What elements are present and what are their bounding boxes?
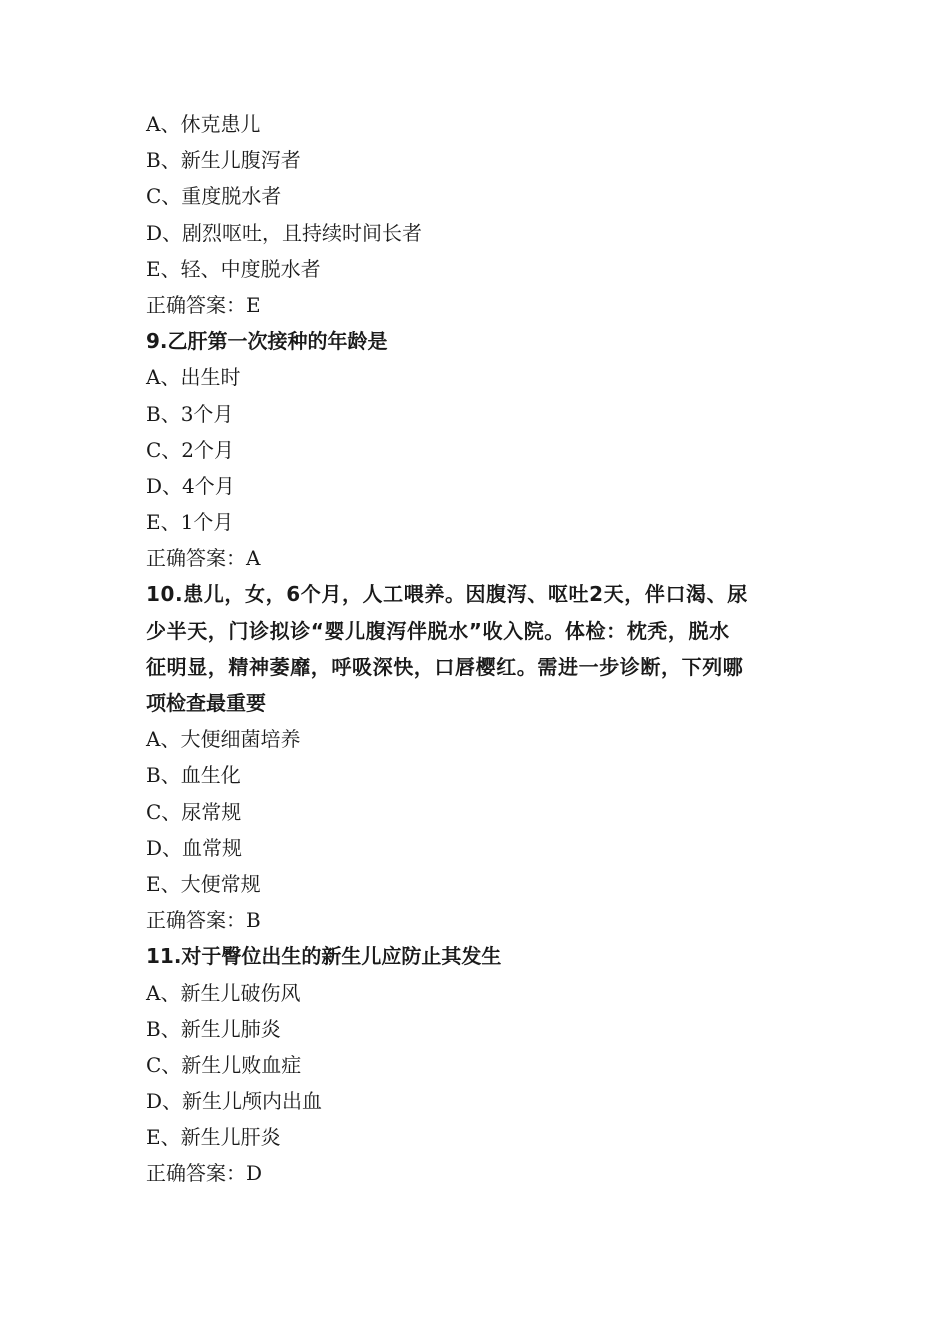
- answer-line: 正确答案：A: [146, 546, 261, 571]
- option-e: E、轻、中度脱水者: [146, 256, 321, 281]
- question-text-line-1: 10.患儿，女，6个月，人工喂养。因腹泻、呕吐2天，伴口渴、尿: [146, 582, 748, 607]
- option-a: A、大便细菌培养: [146, 727, 301, 752]
- option-e: E、新生儿肝炎: [146, 1125, 281, 1150]
- document-page: [146, 106, 814, 1192]
- option-d: D、4个月: [146, 473, 235, 498]
- option-c: C、2个月: [146, 437, 235, 462]
- question-10: [146, 576, 814, 938]
- question-text-line-4: 项检查最重要: [146, 691, 266, 715]
- question-9: [146, 323, 814, 576]
- option-c: C、重度脱水者: [146, 184, 282, 209]
- question-text: 11.对于臀位出生的新生儿应防止其发生: [146, 944, 502, 969]
- option-d: D、新生儿颅内出血: [146, 1089, 323, 1114]
- answer-line: 正确答案：D: [146, 1161, 263, 1186]
- option-c: C、新生儿败血症: [146, 1052, 302, 1077]
- option-b: B、血生化: [146, 763, 241, 788]
- option-d: D、剧烈呕吐，且持续时间长者: [146, 220, 423, 245]
- question-11: [146, 938, 814, 1191]
- option-a: A、出生时: [146, 365, 241, 390]
- option-c: C、尿常规: [146, 799, 242, 824]
- option-a: A、新生儿破伤风: [146, 980, 301, 1005]
- question-text-line-2: 少半天，门诊拟诊“婴儿腹泻伴脱水”收入院。体检：枕秃，脱水: [146, 618, 730, 643]
- question-text: 9.乙肝第一次接种的年龄是: [146, 329, 388, 354]
- option-d: D、血常规: [146, 835, 243, 860]
- option-b: B、新生儿腹泻者: [146, 148, 301, 173]
- option-e: E、1个月: [146, 510, 234, 535]
- question-text-line-3: 征明显，精神萎靡，呼吸深快，口唇樱红。需进一步诊断，下列哪: [146, 654, 744, 679]
- answer-line: 正确答案：B: [146, 908, 261, 933]
- question-8-tail: [146, 106, 814, 323]
- option-b: B、3个月: [146, 401, 234, 426]
- option-b: B、新生儿肺炎: [146, 1016, 281, 1041]
- answer-line: 正确答案：E: [146, 292, 261, 317]
- option-e: E、大便常规: [146, 871, 261, 896]
- option-a: A、休克患儿: [146, 112, 261, 136]
